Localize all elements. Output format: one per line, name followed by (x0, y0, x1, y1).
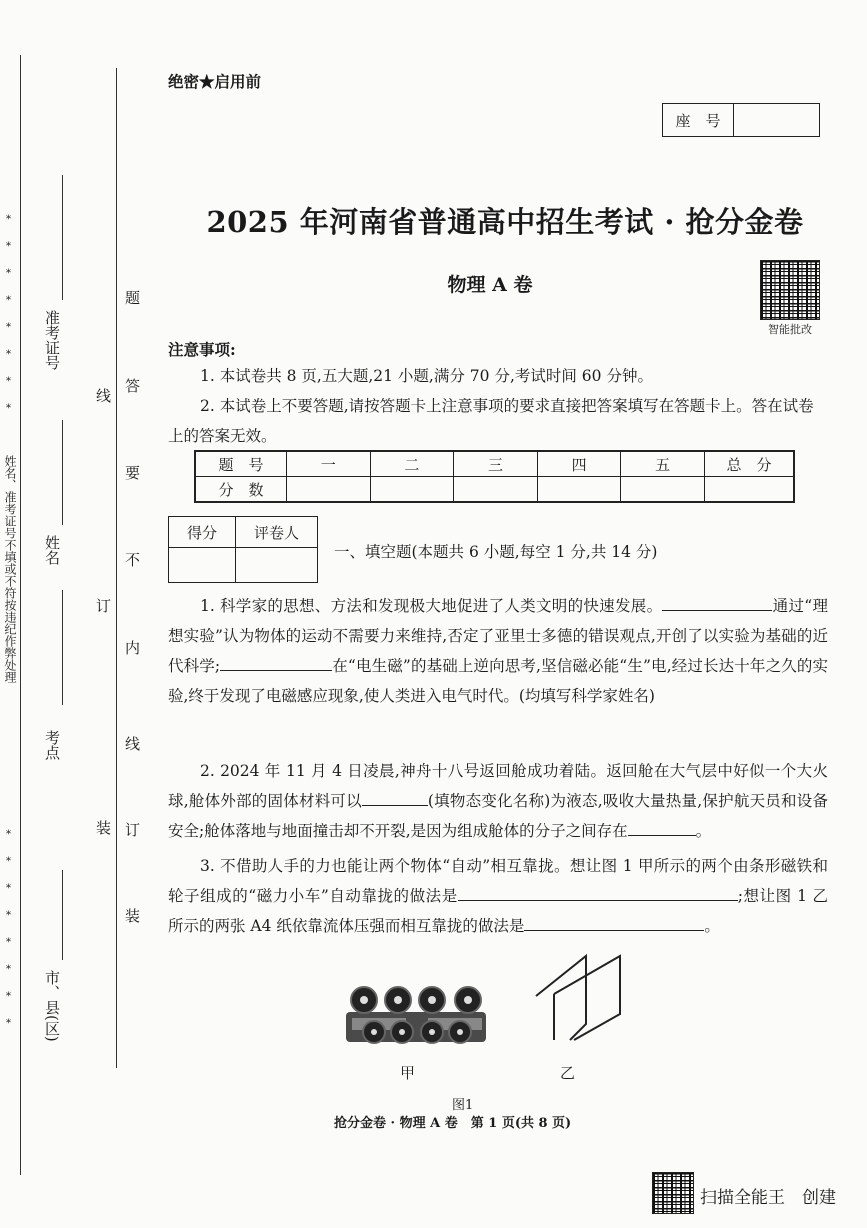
score-table-score-row (195, 477, 794, 503)
room-label: 考点 (43, 730, 61, 760)
page-subtitle: 物理 A 卷 (447, 274, 533, 296)
margin-stars-top: * * * * * * * * (6, 214, 11, 414)
scanner-qr-icon (652, 1172, 694, 1214)
seal-outer-3: 装 (94, 820, 112, 835)
figure-caption: 图1 (452, 1098, 474, 1113)
q3-text-4: 。 (704, 917, 720, 935)
score-table-cell: 二 (370, 451, 454, 477)
score-table (194, 450, 795, 503)
score-table-header-row (195, 451, 794, 477)
room-line (62, 590, 63, 705)
qr-caption: 智能批改 (768, 323, 812, 336)
section-1-title: 一、填空题(本题共 6 小题,每空 1 分,共 14 分) (334, 543, 658, 561)
seal-4: 不 (123, 552, 141, 567)
scanner-watermark: 扫描全能王 创建 (700, 1188, 836, 1208)
confidential-label: 绝密★启用前 (168, 72, 262, 91)
score-table-cell: 题 号 (195, 451, 287, 477)
seal-7: 订 (123, 822, 141, 837)
q1-blank-1[interactable] (662, 592, 772, 611)
q2-text-3: 。 (695, 822, 712, 840)
seat-number-field[interactable] (734, 104, 819, 136)
q3-blank-1[interactable] (458, 882, 738, 901)
grader-box (168, 516, 318, 583)
notice-heading: 注意事项: (168, 340, 236, 359)
seal-outer-1: 线 (94, 388, 112, 403)
figure-label-right: 乙 (560, 1064, 576, 1082)
seal-5: 内 (123, 640, 141, 655)
score-entry-cell[interactable] (287, 477, 371, 503)
grader-score-field[interactable] (169, 548, 236, 583)
score-table-cell: 五 (621, 451, 705, 477)
score-entry-cell[interactable] (370, 477, 454, 503)
seat-number-label: 座 号 (663, 104, 734, 136)
q2-blank-1[interactable] (362, 787, 428, 806)
exam-no-line (62, 175, 63, 300)
score-table-cell: 一 (287, 451, 371, 477)
binding-line (116, 68, 117, 1068)
question-1 (168, 591, 828, 711)
grader-name-label: 评卷人 (236, 517, 318, 548)
q1-text-3: 在“电生磁”的基础上逆向思考,坚信磁必能“生”电,经过长达十年之久的实验,终于发现了电磁感应现象,使人类进入电气时代。(均填写科学家姓名) (168, 657, 828, 705)
question-2 (168, 756, 828, 846)
score-entry-cell[interactable] (454, 477, 538, 503)
margin-stars-bottom: * * * * * * * * (6, 829, 11, 1029)
q3-text-3: 想让图 1 乙所示的两张 A4 纸依靠流体压强而相互靠拢的做法是 (168, 887, 829, 935)
q3-text-1: 3. 不借助人手的力也能让两个物体“自动”相互靠拢。想让图 1 甲所示的两个由条形磁铁和轮子组成的“磁力小车”自动靠拢的做法是 (168, 857, 828, 905)
q1-blank-2[interactable] (220, 652, 332, 671)
seal-6: 线 (123, 736, 141, 751)
seal-2: 答 (123, 378, 141, 393)
county-line (62, 870, 63, 960)
q3-text-2: ; (737, 887, 743, 905)
seal-1: 题 (123, 290, 141, 305)
grader-name-field[interactable] (236, 548, 318, 583)
q2-blank-2[interactable] (628, 817, 696, 836)
page-footer: 抢分金卷 · 物理 A 卷 第 1 页(共 8 页) (334, 1116, 572, 1131)
score-table-cell: 四 (537, 451, 621, 477)
notice-item-2: 2. 本试卷上不要答题,请按答题卡上注意事项的要求直接把答案填写在答题卡上。答在试卷上的答案无效。 (168, 397, 814, 445)
magnetic-cars-figure (344, 978, 490, 1052)
county-label: 市、县(区) (43, 970, 61, 1042)
name-line (62, 420, 63, 525)
exam-no-label: 准考证号 (43, 310, 61, 370)
qr-code-icon[interactable] (760, 260, 820, 320)
paper-sheets (536, 956, 620, 1040)
margin-warning-note: 姓名、准考证号不填或不符按违纪作弊处理 (3, 455, 17, 683)
seat-number-box (662, 103, 820, 137)
score-entry-cell[interactable] (537, 477, 621, 503)
grader-score-label: 得分 (169, 517, 236, 548)
score-table-cell: 总 分 (705, 451, 795, 477)
name-label: 姓名 (43, 535, 61, 565)
paper-sheets-figure (530, 950, 630, 1050)
score-table-cell: 分 数 (195, 477, 287, 503)
notice-item-1: 1. 本试卷共 8 页,五大题,21 小题,满分 70 分,考试时间 60 分钟。 (200, 367, 653, 385)
margin-rule-outer (20, 55, 21, 1175)
figure-label-left: 甲 (400, 1064, 416, 1082)
page-title: 2025 年河南省普通高中招生考试 · 抢分金卷 (206, 205, 804, 239)
score-entry-cell[interactable] (621, 477, 705, 503)
seal-3: 要 (123, 465, 141, 480)
q1-text-1: 1. 科学家的思想、方法和发现极大地促进了人类文明的快速发展。 (200, 597, 663, 615)
seal-outer-2: 订 (94, 598, 112, 613)
score-entry-cell[interactable] (705, 477, 795, 503)
score-table-cell: 三 (454, 451, 538, 477)
question-3 (168, 851, 828, 941)
q3-blank-2[interactable] (524, 912, 704, 931)
seal-8: 装 (123, 908, 141, 923)
q2-text-1: 2. 2024 年 11 月 4 日凌晨,神舟十八号返回舱成功着陆。返回舱在大气层中好似一个大火球,舱体外部的固体材料可以 (168, 762, 828, 810)
q2-text-2: (填物态变化名称)为液态,吸收大量热量,保护航天员和设备安全;舱体落地与地面撞击却不开裂,是因为组成舱体的分子之间存在 (168, 792, 828, 840)
q1-text-2: 通过“理想实验”认为物体的运动不需要力来维持,否定了亚里士多德的错误观点,开创了以实验为基础的近代科学; (168, 597, 828, 675)
